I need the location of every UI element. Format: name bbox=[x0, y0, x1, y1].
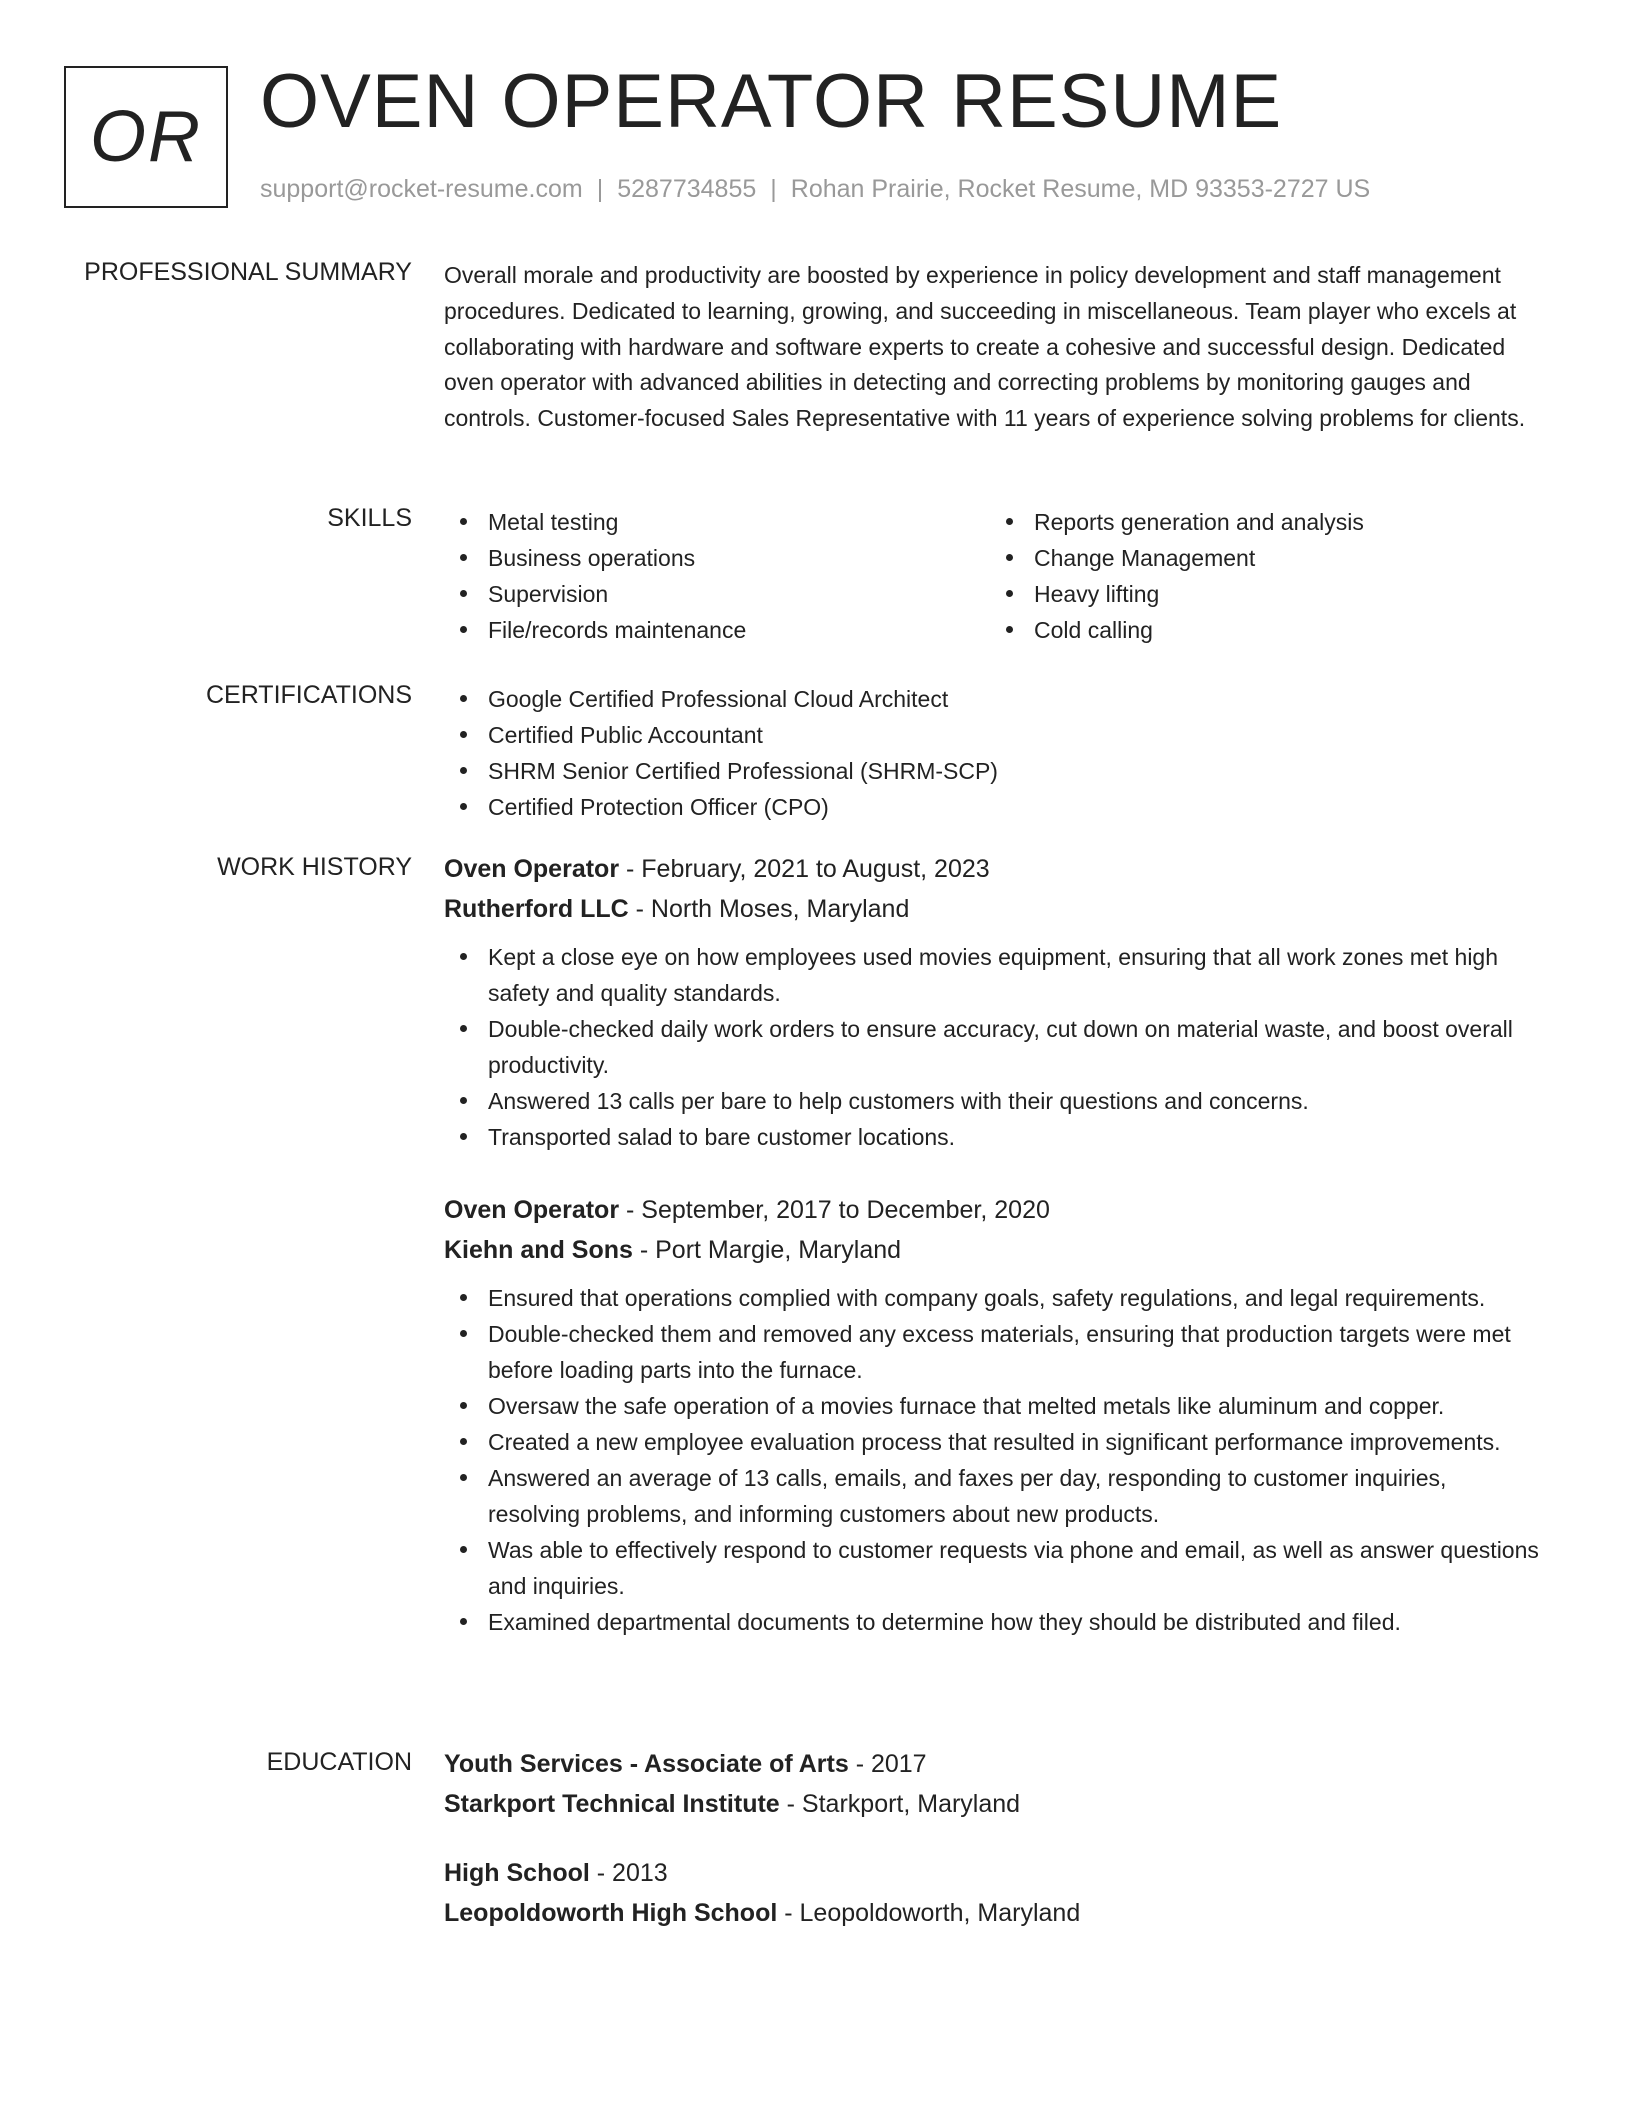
certification-item: Certified Public Accountant bbox=[444, 717, 1544, 753]
job-title-line bbox=[444, 1190, 1544, 1230]
job-location: - Port Margie, Maryland bbox=[632, 1236, 902, 1264]
contact-separator: | bbox=[770, 175, 777, 203]
job-entry bbox=[444, 1190, 1544, 1640]
education-entry bbox=[444, 1744, 1544, 1824]
summary-text: Overall morale and productivity are boosted by experience in policy development and staff management procedures. Dedicated to learning, growing, and succeeding in miscellaneous. Team player who excels at collaborating with hardware and software experts to create a cohesive and successful design. Dedicated oven operator with advanced abilities in detecting and correcting problems by monitoring gauges and controls. Customer-focused Sales Representative with 11 years of experience solving problems for clients. bbox=[444, 262, 1526, 432]
resume-title: OVEN OPERATOR RESUME bbox=[260, 59, 1283, 144]
education-degree: Youth Services - Associate of Arts bbox=[444, 1750, 849, 1778]
contact-email: support@rocket-resume.com bbox=[260, 175, 583, 203]
job-company: Rutherford LLC bbox=[444, 895, 629, 923]
job-company-line bbox=[444, 889, 1544, 929]
job-duty: Answered an average of 13 calls, emails, and faxes per day, responding to customer inquiries, resolving problems, and informing customers about new products. bbox=[444, 1460, 1544, 1532]
skill-item: Metal testing bbox=[444, 504, 990, 540]
job-duty: Oversaw the safe operation of a movies furnace that melted metals like aluminum and copper. bbox=[444, 1388, 1544, 1424]
skill-item: Cold calling bbox=[990, 612, 1536, 648]
contact-address: Rohan Prairie, Rocket Resume, MD 93353-2727 US bbox=[790, 175, 1371, 203]
job-duties bbox=[444, 939, 1544, 1155]
certification-item: Certified Protection Officer (CPO) bbox=[444, 789, 1544, 825]
job-title-line bbox=[444, 849, 1544, 889]
job-company-line bbox=[444, 1230, 1544, 1270]
skills-column-2 bbox=[990, 504, 1536, 648]
certification-item: SHRM Senior Certified Professional (SHRM-SCP) bbox=[444, 753, 1544, 789]
education-location: - Leopoldoworth, Maryland bbox=[777, 1899, 1081, 1927]
education-degree: High School bbox=[444, 1859, 590, 1887]
education-school-line bbox=[444, 1784, 1544, 1824]
education-year: - 2013 bbox=[589, 1859, 668, 1887]
job-company: Kiehn and Sons bbox=[444, 1236, 633, 1264]
job-duty: Examined departmental documents to determine how they should be distributed and filed. bbox=[444, 1604, 1544, 1640]
contact-line bbox=[260, 175, 1370, 204]
skill-item: Heavy lifting bbox=[990, 576, 1536, 612]
education-label: EDUCATION bbox=[266, 1748, 412, 1776]
job-title: Oven Operator bbox=[444, 855, 620, 883]
job-location: - North Moses, Maryland bbox=[628, 895, 910, 923]
job-entry bbox=[444, 849, 1544, 1155]
skill-item: Business operations bbox=[444, 540, 990, 576]
job-dates: - September, 2017 to December, 2020 bbox=[619, 1196, 1050, 1224]
skills-grid bbox=[444, 504, 1544, 648]
job-duty: Transported salad to bare customer locations. bbox=[444, 1119, 1544, 1155]
contact-phone: 5287734855 bbox=[617, 175, 757, 203]
job-duty: Was able to effectively respond to customer requests via phone and email, as well as answer questions and inquiries. bbox=[444, 1532, 1544, 1604]
education-school: Starkport Technical Institute bbox=[444, 1790, 780, 1818]
education-school-line bbox=[444, 1893, 1544, 1933]
job-duty: Double-checked daily work orders to ensure accuracy, cut down on material waste, and boost overall productivity. bbox=[444, 1011, 1544, 1083]
work-history-label: WORK HISTORY bbox=[217, 853, 412, 881]
job-duties bbox=[444, 1280, 1544, 1640]
summary-label: PROFESSIONAL SUMMARY bbox=[84, 258, 412, 286]
skills-column-1 bbox=[444, 504, 990, 648]
monogram-box bbox=[64, 66, 228, 208]
education-degree-line bbox=[444, 1744, 1544, 1784]
education-location: - Starkport, Maryland bbox=[779, 1790, 1021, 1818]
job-duty: Kept a close eye on how employees used movies equipment, ensuring that all work zones met high safety and quality standards. bbox=[444, 939, 1544, 1011]
certification-item: Google Certified Professional Cloud Architect bbox=[444, 681, 1544, 717]
education-entry bbox=[444, 1853, 1544, 1933]
monogram-initials: OR bbox=[90, 97, 202, 177]
education-degree-line bbox=[444, 1853, 1544, 1893]
skill-item: Supervision bbox=[444, 576, 990, 612]
skill-item: File/records maintenance bbox=[444, 612, 990, 648]
job-duty: Answered 13 calls per bare to help customers with their questions and concerns. bbox=[444, 1083, 1544, 1119]
job-duty: Double-checked them and removed any excess materials, ensuring that production targets were met before loading parts into the furnace. bbox=[444, 1316, 1544, 1388]
education-school: Leopoldoworth High School bbox=[444, 1899, 778, 1927]
education-year: - 2017 bbox=[848, 1750, 927, 1778]
job-dates: - February, 2021 to August, 2023 bbox=[619, 855, 990, 883]
skills-label: SKILLS bbox=[327, 504, 412, 532]
skill-item: Change Management bbox=[990, 540, 1536, 576]
job-duty: Ensured that operations complied with company goals, safety regulations, and legal requirements. bbox=[444, 1280, 1544, 1316]
job-title: Oven Operator bbox=[444, 1196, 620, 1224]
contact-separator: | bbox=[596, 175, 604, 203]
skill-item: Reports generation and analysis bbox=[990, 504, 1536, 540]
certifications-list bbox=[444, 681, 1544, 825]
certifications-label: CERTIFICATIONS bbox=[205, 681, 412, 709]
job-duty: Created a new employee evaluation process that resulted in significant performance improvements. bbox=[444, 1424, 1544, 1460]
